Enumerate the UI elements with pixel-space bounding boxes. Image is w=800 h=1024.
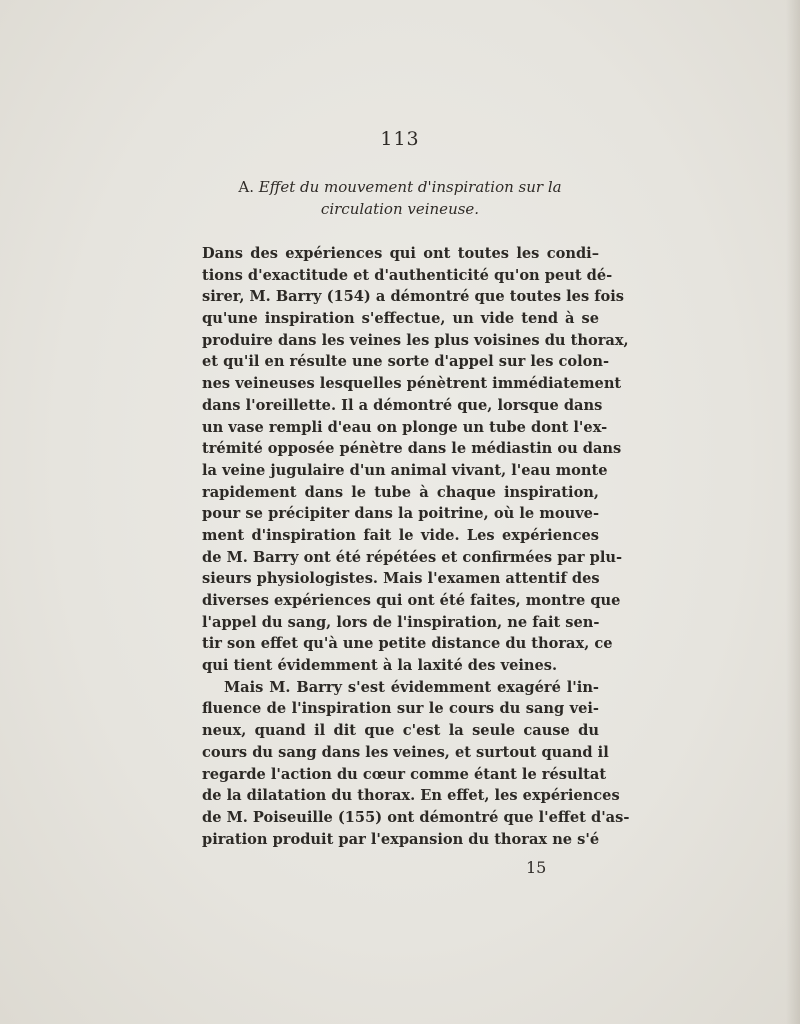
text-line: rapidement dans le tube à chaque inspiration, bbox=[202, 483, 599, 501]
text-line: l'appel du sang, lors de l'inspiration, ne fait sen- bbox=[202, 613, 600, 631]
signature-mark: 15 bbox=[526, 858, 547, 877]
text-line: Dans des expériences qui ont toutes les condi– bbox=[202, 245, 599, 262]
page-edge-shadow bbox=[786, 0, 800, 1024]
text-line: qui tient évidemment à la laxité des veines. bbox=[202, 657, 558, 675]
text-line: et qu'il en résulte une sorte d'appel sur les colon- bbox=[202, 353, 610, 371]
text-line: dans l'oreillette. Il a démontré que, lorsque dans bbox=[202, 396, 603, 414]
section-heading bbox=[200, 176, 600, 220]
text-line: sieurs physiologistes. Mais l'examen attentif des bbox=[202, 570, 600, 588]
text-line: regarde l'action du cœur comme étant le résultat bbox=[202, 765, 607, 783]
text-line: tions d'exactitude et d'authenticité qu'on peut dé- bbox=[202, 266, 613, 284]
section-heading-label: A. bbox=[238, 178, 259, 196]
text-line: ment d'inspiration fait le vide. Les expériences bbox=[202, 526, 599, 544]
text-line: de M. Poiseuille (155) ont démontré que l'effet d'as- bbox=[202, 808, 630, 826]
body-text bbox=[202, 243, 630, 850]
text-line: un vase rempli d'eau on plonge un tube dont l'ex- bbox=[202, 418, 608, 436]
text-line: de la dilatation du thorax. En effet, les expériences bbox=[202, 787, 620, 805]
text-line: trémité opposée pénètre dans le médiastin ou dans bbox=[202, 440, 622, 458]
text-line: de M. Barry ont été répétées et confirmées par plu- bbox=[202, 548, 623, 566]
section-heading-title: Effet du mouvement d'inspiration sur la circulation veineuse. bbox=[258, 178, 562, 218]
text-line: diverses expériences qui ont été faites, montre que bbox=[202, 592, 621, 609]
text-line: fluence de l'inspiration sur le cours du sang vei- bbox=[202, 700, 599, 718]
page-number: 113 bbox=[380, 128, 420, 150]
text-line: tir son effet qu'à une petite distance du thorax, ce bbox=[202, 635, 613, 653]
text-line: pour se précipiter dans la poitrine, où le mouve- bbox=[202, 505, 599, 523]
text-line: la veine jugulaire d'un animal vivant, l'eau monte bbox=[202, 461, 608, 479]
text-line: sirer, M. Barry (154) a démontré que toutes les fois bbox=[202, 288, 625, 306]
text-line: qu'une inspiration s'effectue, un vide tend à se bbox=[202, 310, 599, 328]
text-line: neux, quand il dit que c'est la seule cause du bbox=[202, 722, 599, 740]
text-line: Mais M. Barry s'est évidemment exagéré l'in- bbox=[224, 678, 599, 696]
text-line: piration produit par l'expansion du thorax ne s'é bbox=[202, 830, 600, 848]
text-line: nes veineuses lesquelles pénètrent immédiatement bbox=[202, 375, 622, 393]
text-line: cours du sang dans les veines, et surtout quand il bbox=[202, 743, 609, 761]
text-line: produire dans les veines les plus voisines du thorax, bbox=[202, 331, 629, 349]
